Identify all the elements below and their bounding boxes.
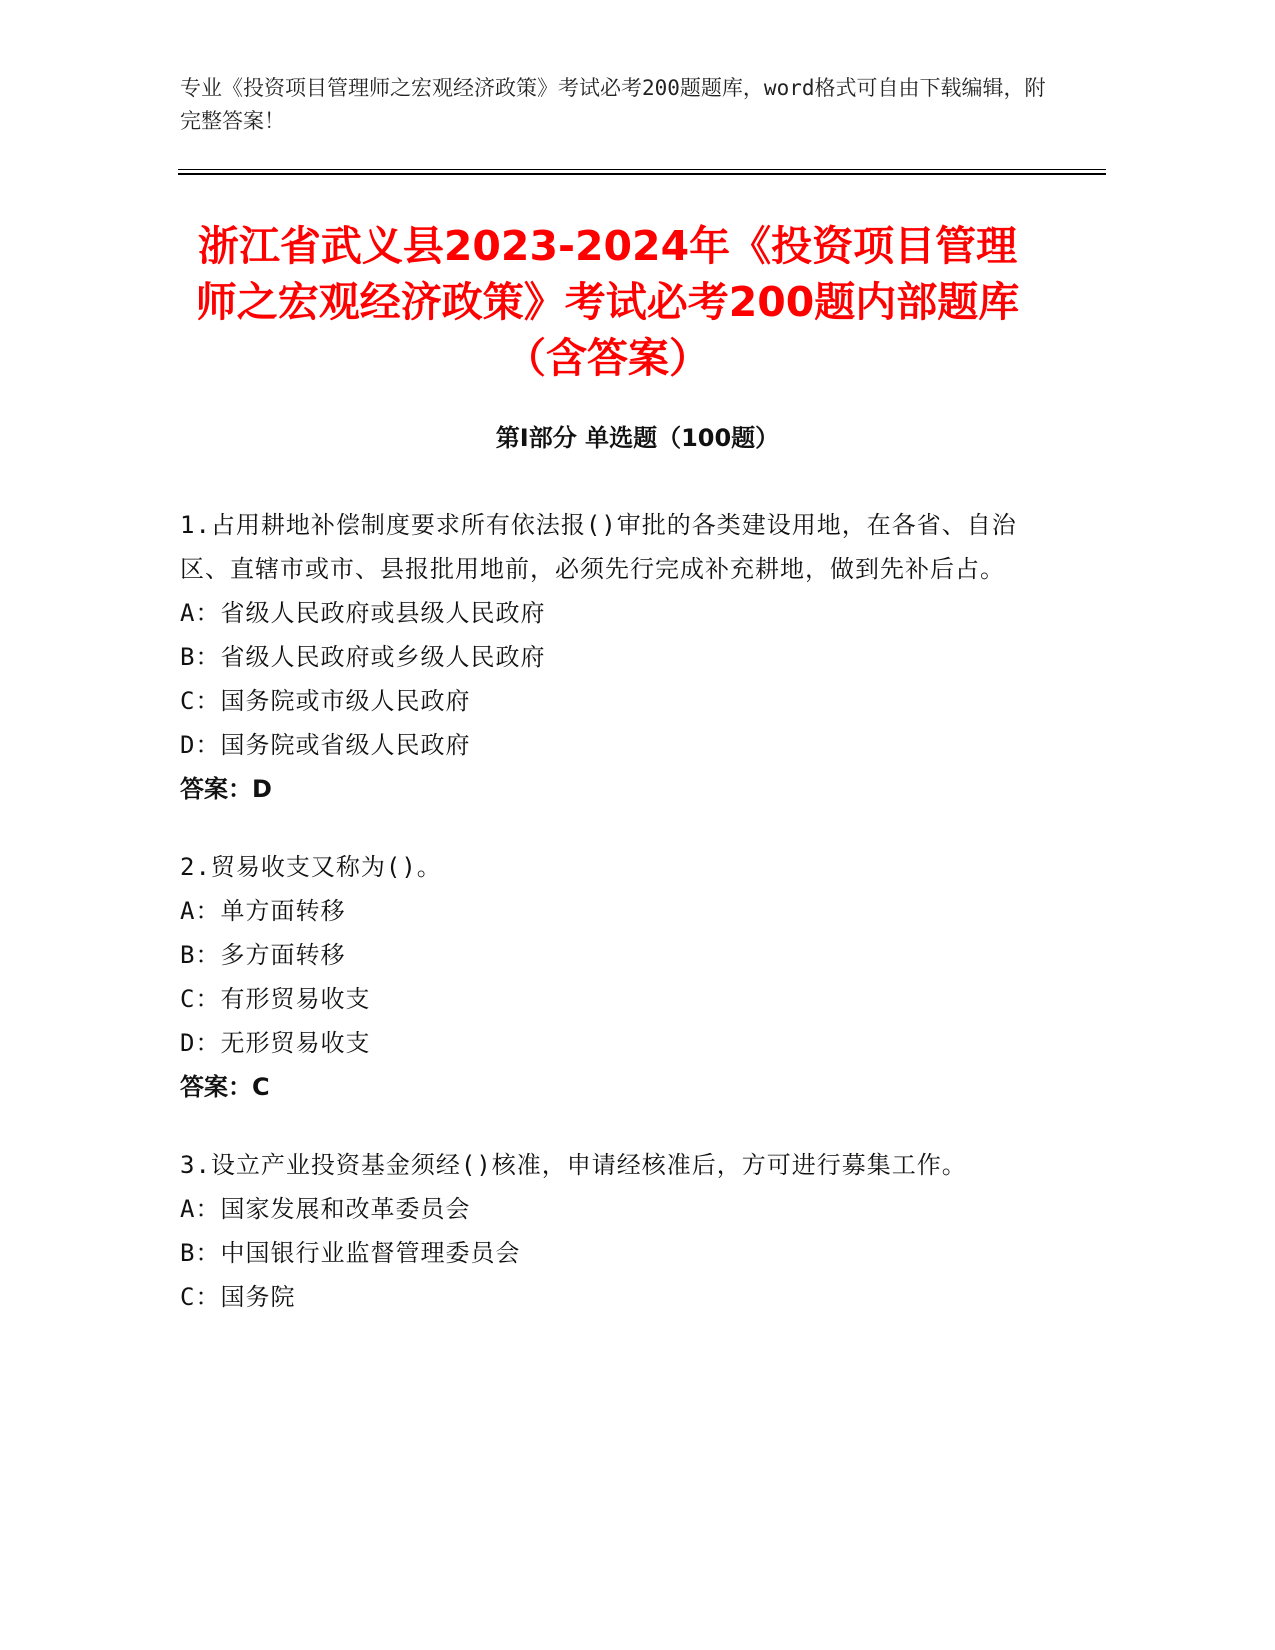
question-stem: 2.贸易收支又称为()。 bbox=[180, 853, 442, 881]
option-c: C：国务院或市级人民政府 bbox=[180, 687, 471, 715]
question-2 bbox=[180, 845, 1020, 1109]
question-stem: 3.设立产业投资基金须经()核准，申请经核准后，方可进行募集工作。 bbox=[180, 1151, 967, 1179]
option-d: D：无形贸易收支 bbox=[180, 1029, 371, 1057]
option-c: C：国务院 bbox=[180, 1283, 296, 1311]
header-note: 专业《投资项目管理师之宏观经济政策》考试必考200题题库，word格式可自由下载编辑，附完整答案！ bbox=[180, 76, 1046, 133]
document-title: 浙江省武义县2023-2024年《投资项目管理师之宏观经济政策》考试必考200题内部题库（含答案） bbox=[195, 222, 1020, 382]
answer: 答案：C bbox=[180, 1073, 270, 1101]
option-b: B：省级人民政府或乡级人民政府 bbox=[180, 643, 546, 671]
question-list bbox=[180, 503, 1020, 1353]
option-b: B：多方面转移 bbox=[180, 941, 346, 969]
header-divider-thin bbox=[178, 169, 1106, 170]
question-1 bbox=[180, 503, 1020, 811]
section-title: 第I部分 单选题（100题） bbox=[495, 424, 780, 452]
option-d: D：国务院或省级人民政府 bbox=[180, 731, 471, 759]
header-divider-thick bbox=[178, 173, 1106, 175]
option-a: A：省级人民政府或县级人民政府 bbox=[180, 599, 546, 627]
answer: 答案：D bbox=[180, 775, 272, 803]
option-c: C：有形贸易收支 bbox=[180, 985, 371, 1013]
question-3 bbox=[180, 1143, 1020, 1319]
option-a: A：国家发展和改革委员会 bbox=[180, 1195, 471, 1223]
option-a: A：单方面转移 bbox=[180, 897, 346, 925]
option-b: B：中国银行业监督管理委员会 bbox=[180, 1239, 521, 1267]
question-stem: 1.占用耕地补偿制度要求所有依法报()审批的各类建设用地，在各省、自治区、直辖市或市、县报批用地前，必须先行完成补充耕地，做到先补后占。 bbox=[180, 511, 1017, 583]
